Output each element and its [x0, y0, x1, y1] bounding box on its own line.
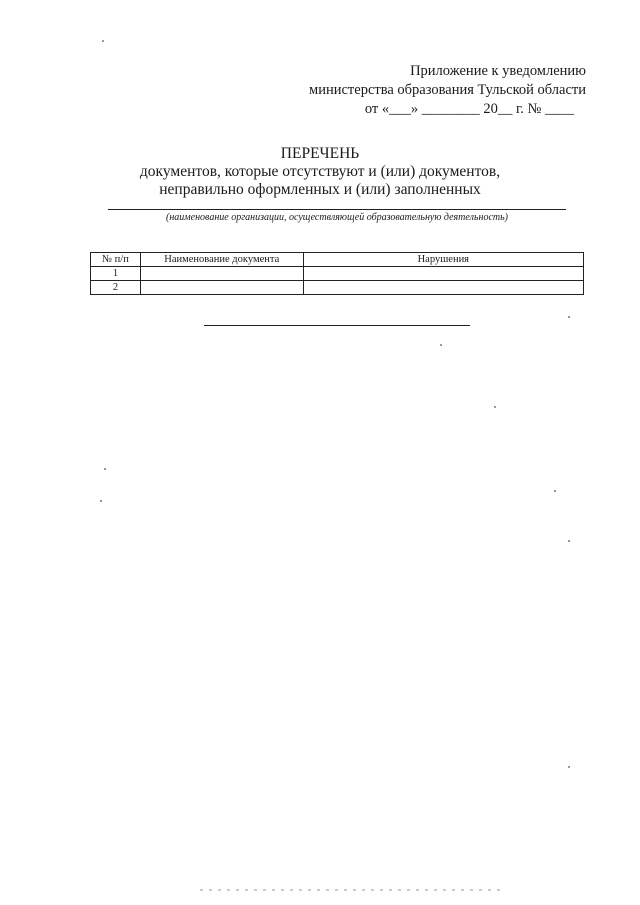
scan-noise	[200, 889, 500, 891]
scan-speck	[440, 344, 442, 346]
documents-table	[90, 252, 584, 295]
row-violation-cell	[303, 281, 583, 295]
scan-speck	[568, 540, 570, 542]
row-number: 2	[91, 281, 141, 295]
table-header-row	[91, 253, 584, 267]
table-row	[91, 281, 584, 295]
row-violation-cell	[303, 267, 583, 281]
column-header-violations: Нарушения	[303, 253, 583, 267]
scan-speck	[494, 406, 496, 408]
signature-line	[204, 325, 470, 326]
header-line-2: министерства образования Тульской области	[309, 82, 586, 98]
row-document-cell	[140, 267, 303, 281]
document-subtitle-1: документов, которые отсутствуют и (или) документов,	[139, 163, 501, 180]
table-row	[91, 267, 584, 281]
header-line-3: от «___» ________ 20__ г. № ____	[364, 101, 574, 117]
scan-speck	[568, 316, 570, 318]
organization-caption: (наименование организации, осуществляющей образовательную деятельность)	[165, 212, 509, 223]
row-number: 1	[91, 267, 141, 281]
scan-speck	[104, 468, 106, 470]
organization-name-line	[108, 209, 566, 210]
document-subtitle-2: неправильно оформленных и (или) заполненных	[159, 181, 481, 198]
scan-speck	[102, 40, 104, 42]
header-line-1: Приложение к уведомлению	[410, 63, 586, 79]
document-title: ПЕРЕЧЕНЬ	[280, 145, 360, 162]
scan-speck	[554, 490, 556, 492]
scan-speck	[568, 766, 570, 768]
row-document-cell	[140, 281, 303, 295]
column-header-document: Наименование документа	[140, 253, 303, 267]
scan-speck	[100, 500, 102, 502]
column-header-number: № п/п	[91, 253, 141, 267]
